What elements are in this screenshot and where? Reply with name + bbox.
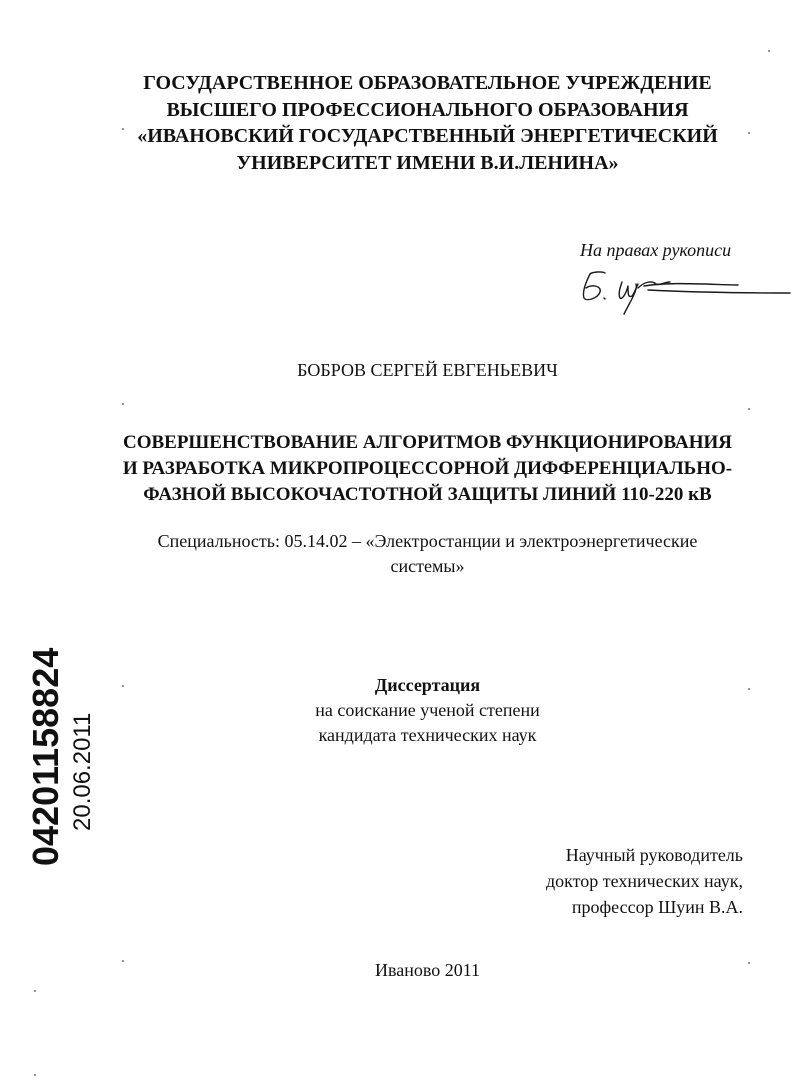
scan-speck — [122, 403, 124, 405]
degree-heading: Диссертация — [374, 675, 481, 695]
scan-speck — [768, 50, 770, 52]
supervisor-line: Научный руководитель — [565, 845, 743, 865]
manuscript-rights-note: На правах рукописи — [580, 240, 732, 260]
institution-line: ВЫСШЕГО ПРОФЕССИОНАЛЬНОГО ОБРАЗОВАНИЯ — [166, 98, 689, 121]
institution-line: ГОСУДАРСТВЕННОЕ ОБРАЗОВАТЕЛЬНОЕ УЧРЕЖДЕНИЕ — [143, 72, 712, 94]
title-line: И РАЗРАБОТКА МИКРОПРОЦЕССОРНОЙ ДИФФЕРЕНЦИАЛЬНО- — [122, 458, 733, 479]
supervisor-line: профессор Шуин В.А. — [571, 897, 743, 917]
stamp-number: 04201158824 — [25, 647, 66, 866]
degree-statement — [0, 673, 799, 748]
scan-speck — [748, 132, 750, 134]
degree-line: кандидата технических наук — [318, 725, 537, 745]
specialty-line: Специальность: 05.14.02 – «Электростанции и электроэнергетические — [157, 531, 698, 551]
library-stamp — [26, 636, 106, 866]
scan-speck — [122, 685, 124, 687]
scan-speck — [748, 408, 750, 410]
scan-speck — [748, 688, 750, 690]
degree-line: на соискание ученой степени — [315, 700, 540, 720]
author-signature — [578, 268, 793, 316]
scan-speck — [122, 128, 124, 130]
dissertation-title — [0, 430, 799, 508]
scan-speck — [34, 990, 36, 992]
author-name: БОБРОВ СЕРГЕЙ ЕВГЕНЬЕВИЧ — [297, 360, 558, 380]
supervisor-line: доктор технических наук, — [546, 871, 743, 891]
institution-name — [0, 70, 799, 176]
scan-speck — [122, 960, 124, 962]
institution-line: «ИВАНОВСКИЙ ГОСУДАРСТВЕННЫЙ ЭНЕРГЕТИЧЕСКИЙ — [137, 125, 718, 147]
scan-speck — [34, 1074, 36, 1076]
city-year: Иваново 2011 — [374, 960, 481, 980]
title-line: СОВЕРШЕНСТВОВАНИЕ АЛГОРИТМОВ ФУНКЦИОНИРОВАНИЯ — [122, 432, 733, 453]
scan-speck — [748, 962, 750, 964]
institution-line: УНИВЕРСИТЕТ ИМЕНИ В.И.ЛЕНИНА» — [236, 151, 619, 174]
title-line: ФАЗНОЙ ВЫСОКОЧАСТОТНОЙ ЗАЩИТЫ ЛИНИЙ 110-220 кВ — [143, 484, 712, 505]
stamp-date: 20.06.2011 — [69, 712, 96, 831]
specialty-line: системы» — [390, 556, 465, 576]
scientific-supervisor — [500, 842, 743, 920]
specialty — [0, 529, 799, 579]
